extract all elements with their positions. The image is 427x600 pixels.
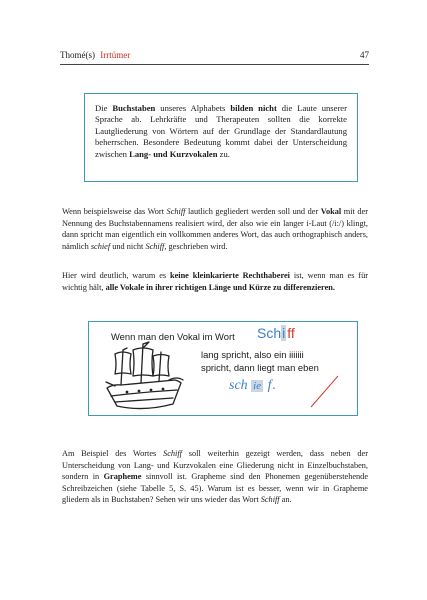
p3-text: Am Beispiel des Wortes xyxy=(62,449,164,458)
key-statement-text xyxy=(95,103,347,160)
p1-italic: Schiff xyxy=(166,207,186,216)
p1-italic: Schiff, xyxy=(145,241,167,251)
paragraph-graphemes xyxy=(62,448,368,506)
paragraph-vowel-length xyxy=(62,270,368,293)
grapheme-f: f xyxy=(267,378,272,393)
period: . xyxy=(272,378,277,393)
box1-bold: Lang- und Kurzvokalen xyxy=(129,148,218,159)
p1-text: geschrieben wird. xyxy=(166,241,228,251)
box1-text: Die xyxy=(95,103,113,113)
running-header xyxy=(60,50,369,65)
box1-bold: Buchstaben xyxy=(112,103,156,113)
grapheme-ff: ff xyxy=(287,325,295,341)
p1-bold: Vokal xyxy=(320,207,342,216)
long-vowel-ie: ie xyxy=(253,380,262,392)
p3-text: soll weiterhin gezeigt werden, dass neben der Unterscheidung von Lang- und Kurzvokalen eine Gliederung nicht in Einzelbuchstaben, sondern in xyxy=(62,449,369,481)
word-schief xyxy=(229,378,276,394)
p3-text: an. xyxy=(279,495,292,504)
illustration-box xyxy=(88,321,358,416)
grapheme-sch: sch xyxy=(229,378,248,393)
box1-text: zu. xyxy=(217,148,230,159)
p2-bold: keine kleinkarierte Rechthaberei xyxy=(169,271,290,280)
short-vowel-i: i xyxy=(282,325,286,341)
p2-text: ist, wenn man es für wichtig hält, xyxy=(62,271,368,292)
caption-line-2: lang spricht, also ein iiiiiii xyxy=(201,349,304,360)
p3-bold: Grapheme xyxy=(103,472,142,481)
ship-illustration xyxy=(103,340,185,416)
p1-text: lautlich gegliedert werden soll und der xyxy=(185,207,321,216)
p2-bold: alle Vokale in ihrer richtigen Länge und Kürze zu differenzieren. xyxy=(105,282,335,292)
box1-bold: bilden nicht xyxy=(230,103,277,113)
p1-text: mit der Nennung des Buchstabennamens realisiert wird, der also wie ein langer i-Laut (/i:/) klingt, dann spricht man eigentlich ein vollkommen anderes Wort, das auch orthographisch anders, nämlich xyxy=(62,207,368,251)
p1-text: Wenn beispielsweise das Wort xyxy=(62,207,167,216)
word-schiff xyxy=(257,325,295,341)
p3-italic: Schiff xyxy=(260,495,280,504)
p1-text: und nicht xyxy=(110,241,146,251)
p3-text: sinnvoll ist. Grapheme sind den Phonemen gegenüberstehende Schreibzeichen (siehe Tabelle 5, S. 45). Warum ist es besser, wenn wir in Grapheme gliedern als in Buchstaben? Sehen wir uns wieder das Wort xyxy=(62,472,369,504)
page-number: 47 xyxy=(360,50,369,60)
p3-italic: Schiff xyxy=(163,449,182,458)
box1-text: die Laute unserer Sprache ab. Lehrkräfte und Therapeuten sollten die korrekte Lautgliederung von Wörtern auf der Grundlage der Standardlautung beherrschen. Besondere Bedeutung kommt dabei der Unterscheidung zwischen xyxy=(95,103,347,159)
box1-text: unseres Alphabets xyxy=(155,103,231,113)
key-statement-box xyxy=(84,93,358,182)
slant-line-mark xyxy=(308,374,340,410)
p1-italic: schief xyxy=(90,241,111,251)
caption-line-3: spricht, dann liegt man eben xyxy=(201,362,319,373)
header-chapter: Irrtümer xyxy=(100,50,131,60)
grapheme-sch: Sch xyxy=(257,325,282,341)
header-author: Thomé(s) xyxy=(60,50,95,60)
p2-text: Hier wird deutlich, warum es xyxy=(62,271,170,280)
paragraph-schiff-example xyxy=(62,206,368,252)
caption-line-1: Wenn man den Vokal im Wort xyxy=(111,331,235,342)
